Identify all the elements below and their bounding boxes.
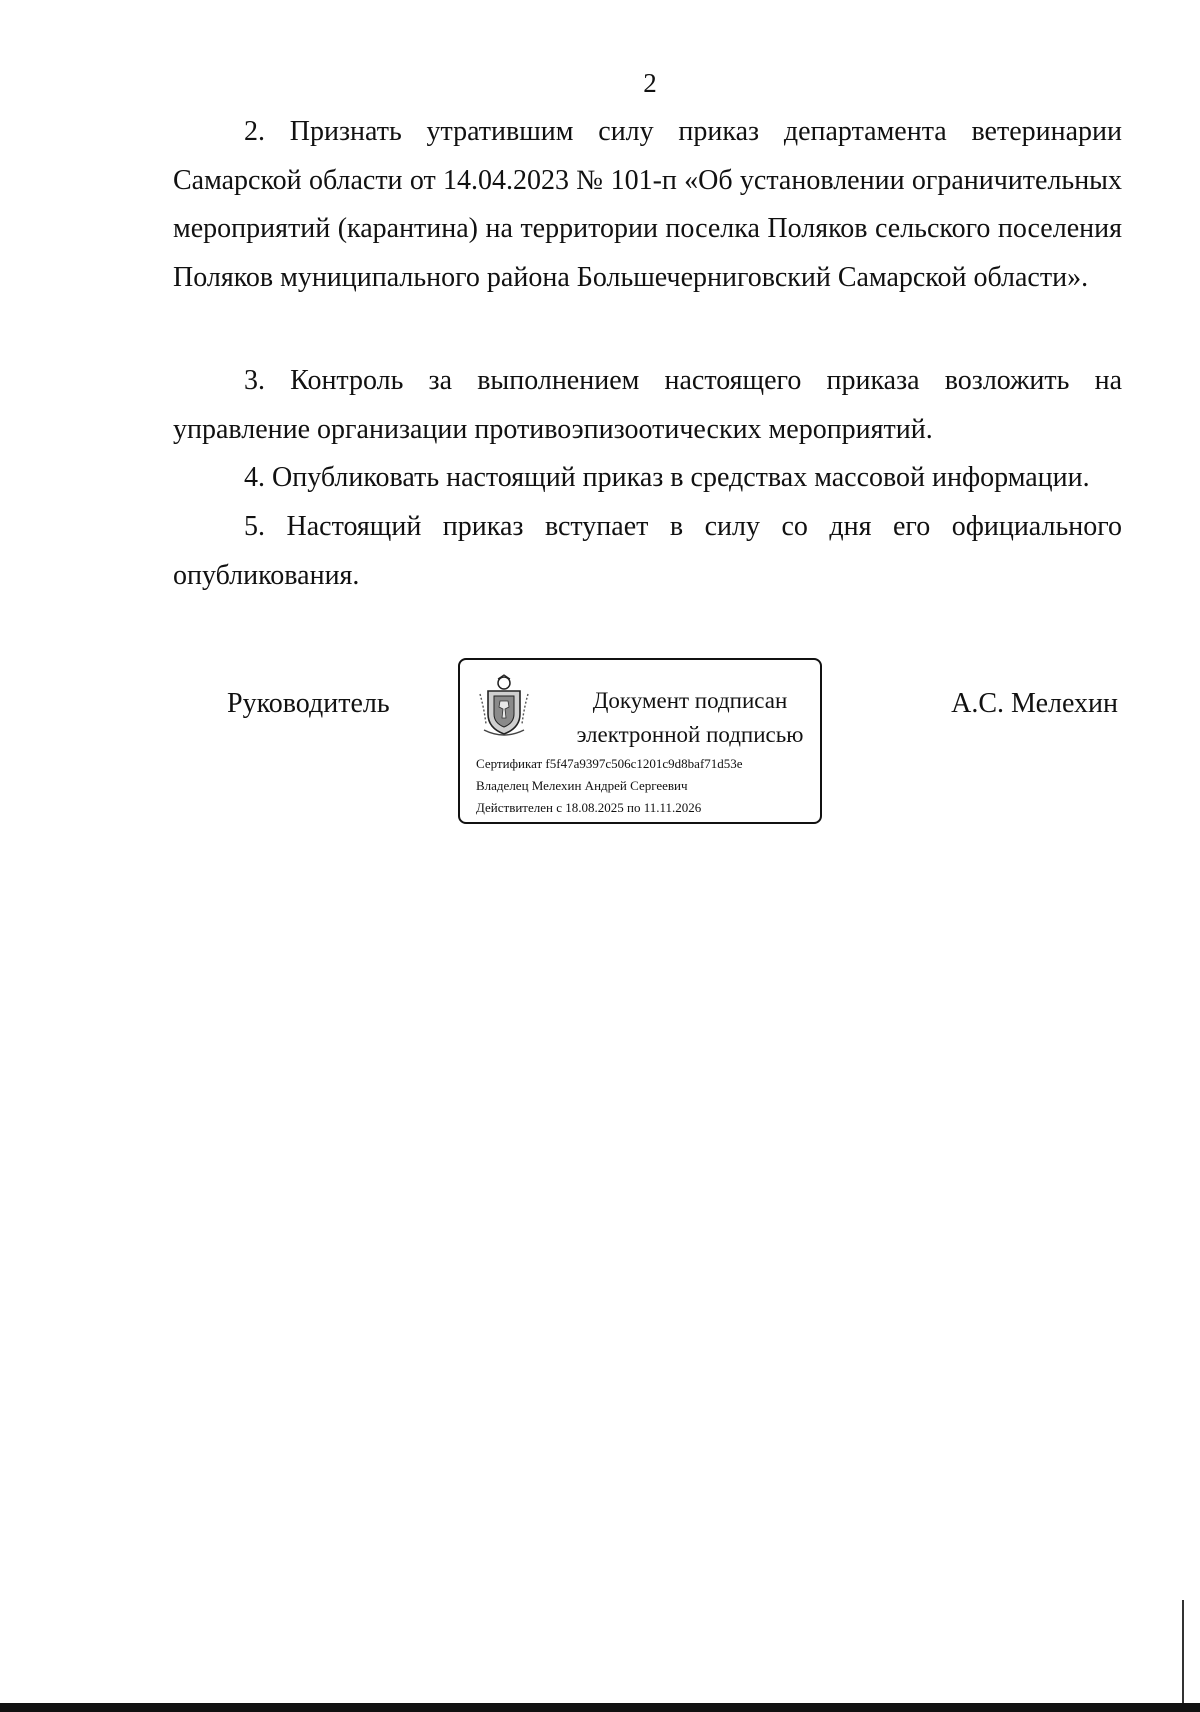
stamp-title-line-2: электронной подписью bbox=[576, 722, 804, 747]
stamp-title-line-1: Документ подписан bbox=[592, 688, 788, 713]
paragraph-4 bbox=[173, 454, 1122, 503]
paragraph-3 bbox=[173, 357, 1122, 454]
paragraph-5-text: 5. Настоящий приказ вступает в силу со дня его официального опубликования. bbox=[173, 511, 1122, 591]
signer-position: Руководитель bbox=[227, 688, 390, 719]
electronic-signature-stamp bbox=[458, 658, 822, 824]
paragraph-2-text: 2. Признать утратившим силу приказ департамента ветеринарии Самарской области от 14.04.2023 № 101-п «Об установлении ограничительных мероприятий (карантина) на территории поселка Поляков сельского поселения Поляков муниципального района Большечерниговский Самарской области». bbox=[173, 116, 1122, 293]
stamp-certificate: Сертификат f5f47a9397c506c1201c9d8baf71d53e bbox=[476, 756, 743, 771]
scan-edge-line bbox=[1182, 1600, 1184, 1703]
scan-bottom-border bbox=[0, 1703, 1200, 1712]
paragraph-5 bbox=[173, 503, 1122, 600]
paragraph-3-text: 3. Контроль за выполнением настоящего приказа возложить на управление организации противоэпизоотических мероприятий. bbox=[173, 365, 1122, 445]
page-number: 2 bbox=[643, 68, 657, 98]
paragraph-4-text: 4. Опубликовать настоящий приказ в средствах массовой информации. bbox=[244, 462, 1090, 493]
coat-of-arms-icon bbox=[476, 674, 532, 740]
signer-name: А.С. Мелехин bbox=[951, 688, 1118, 719]
paragraph-2 bbox=[173, 108, 1122, 302]
stamp-owner: Владелец Мелехин Андрей Сергеевич bbox=[476, 778, 688, 793]
stamp-title bbox=[560, 684, 820, 752]
stamp-details bbox=[476, 753, 816, 819]
stamp-validity: Действителен с 18.08.2025 по 11.11.2026 bbox=[476, 800, 702, 815]
